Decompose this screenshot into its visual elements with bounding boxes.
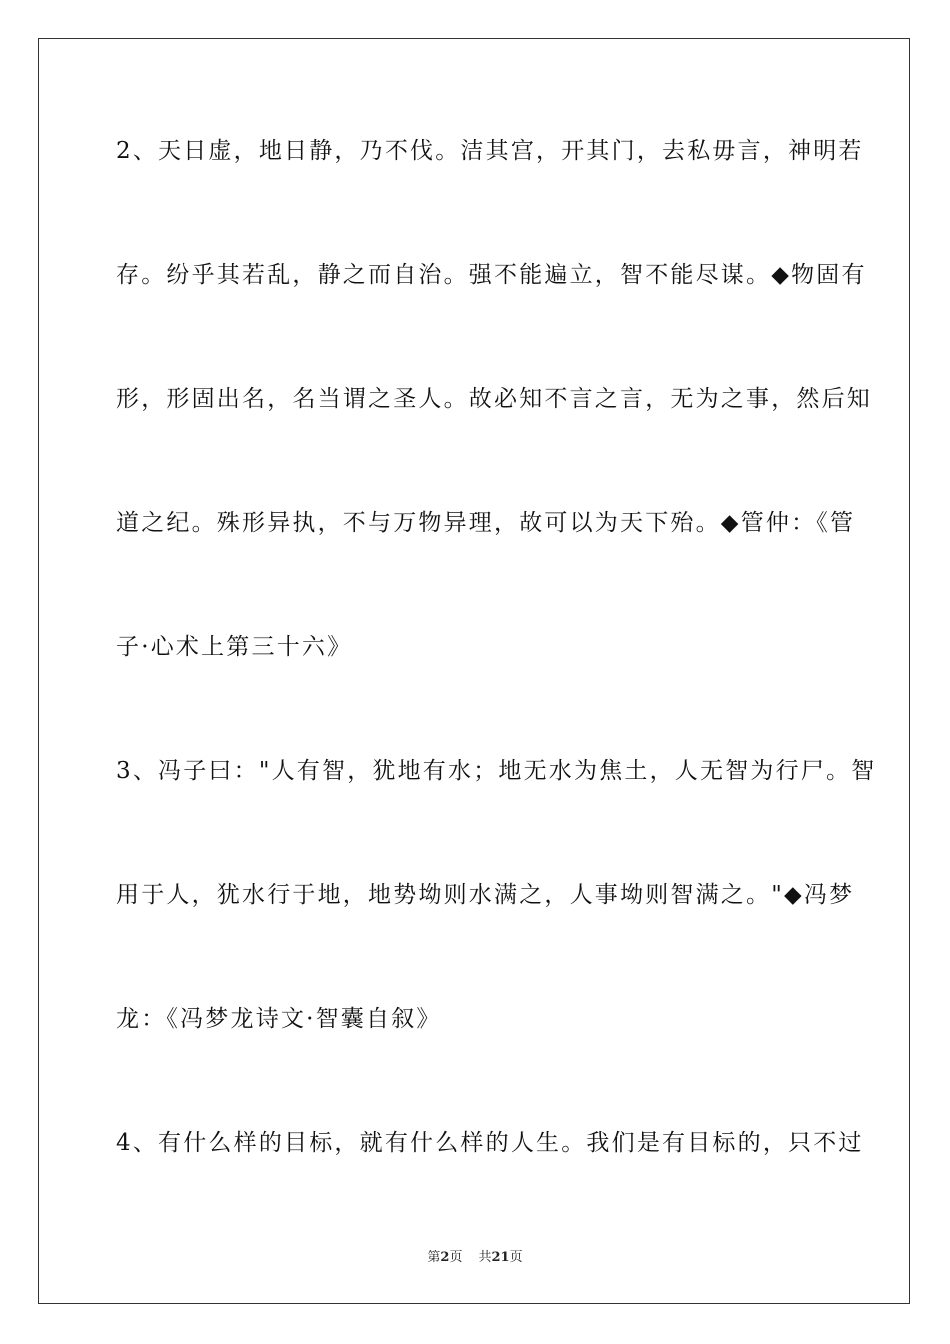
total-pages: 21 — [491, 1250, 510, 1265]
text-line: 存。纷乎其若乱，静之而自治。强不能遍立，智不能尽谋。◆物固有 — [116, 262, 867, 288]
page-number: 2 — [440, 1250, 450, 1265]
total-prefix: 共 — [478, 1250, 492, 1265]
page-border — [38, 38, 910, 1304]
page-footer — [0, 1246, 950, 1265]
text-line: 用于人，犹水行于地，地势坳则水满之，人事坳则智满之。"◆冯梦 — [116, 882, 855, 908]
page-prefix: 第 — [427, 1250, 441, 1265]
text-line: 龙：《冯梦龙诗文·智囊自叙》 — [116, 1006, 442, 1032]
text-line: 2、天日虚，地日静，乃不伐。洁其宫，开其门，去私毋言，神明若 — [116, 138, 864, 164]
text-line: 子·心术上第三十六》 — [116, 634, 353, 660]
page-suffix: 页 — [449, 1250, 463, 1265]
text-line: 4、有什么样的目标，就有什么样的人生。我们是有目标的，只不过 — [116, 1130, 864, 1156]
text-line: 道之纪。殊形异执，不与万物异理，故可以为天下殆。◆管仲：《管 — [116, 510, 856, 536]
total-suffix: 页 — [509, 1250, 523, 1265]
text-line: 3、冯子曰："人有智，犹地有水；地无水为焦土，人无智为行尸。智 — [116, 758, 877, 784]
text-line: 形，形固出名，名当谓之圣人。故必知不言之言，无为之事，然后知 — [116, 386, 872, 412]
